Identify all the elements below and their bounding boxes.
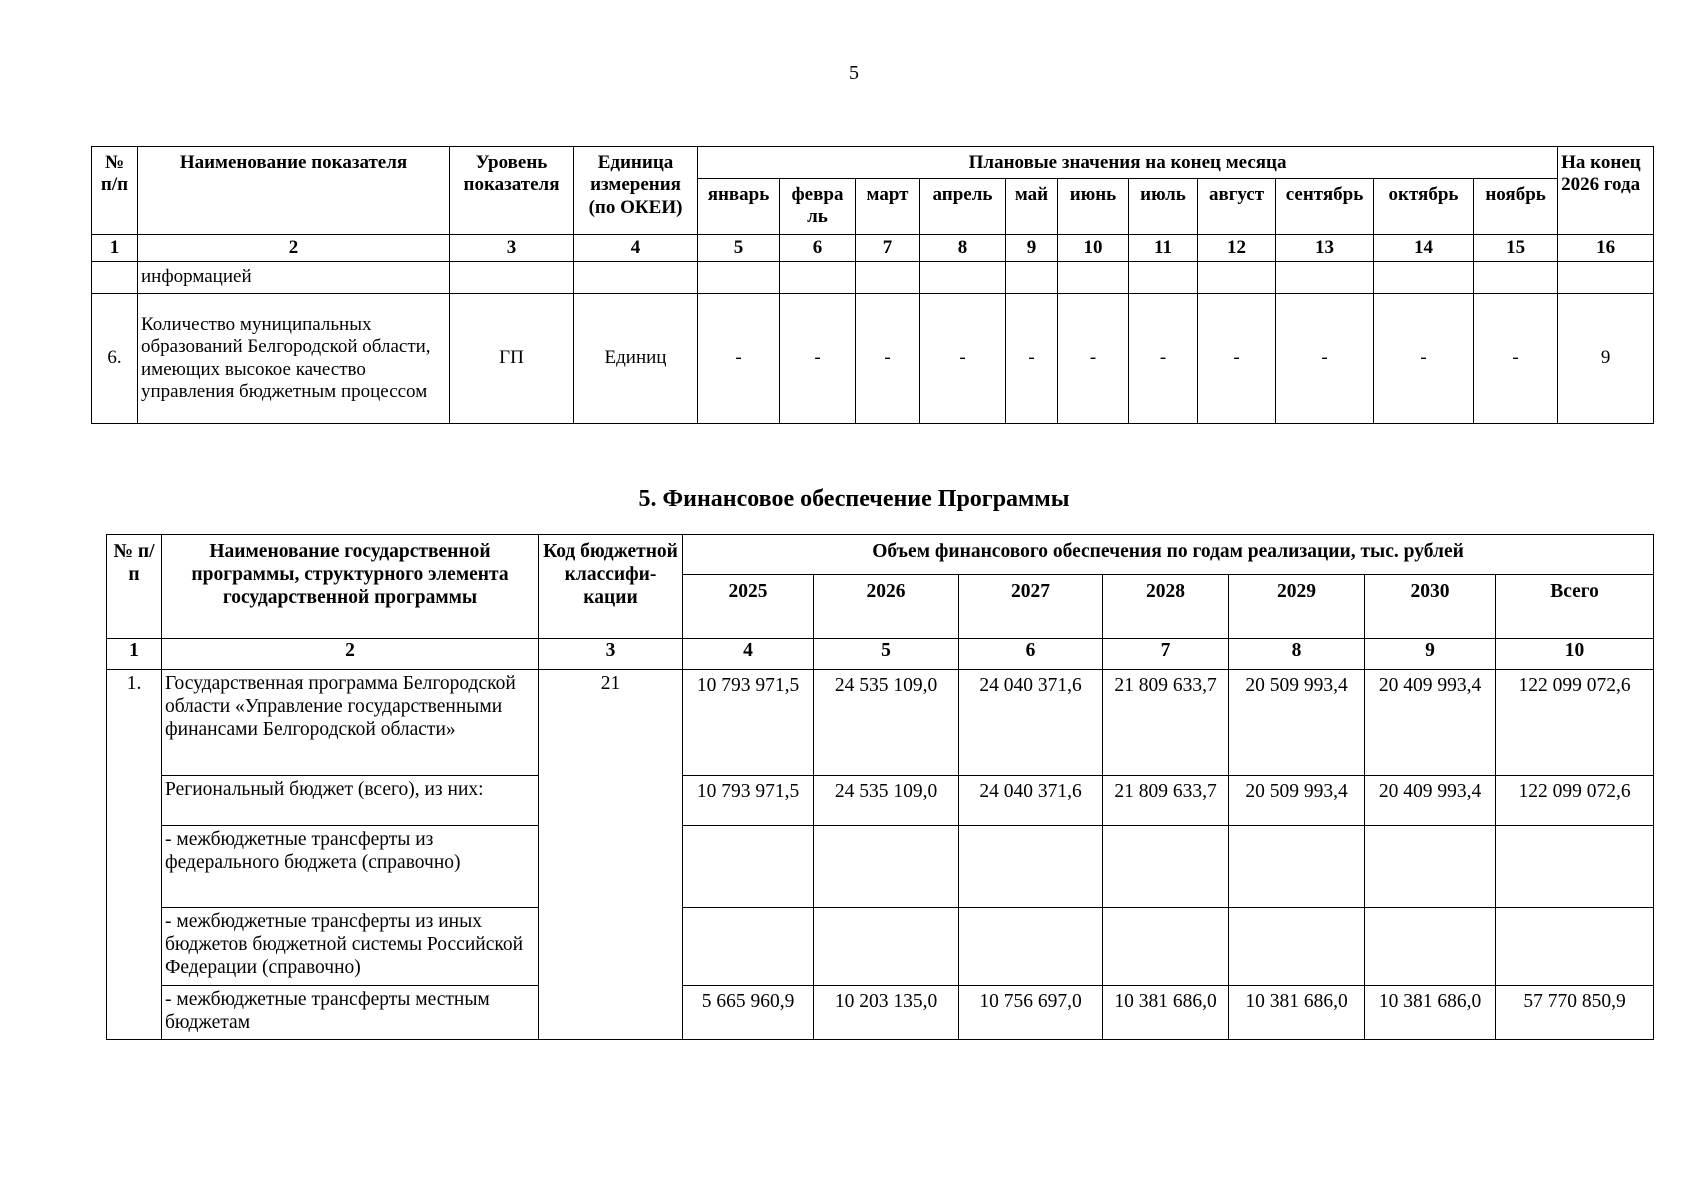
month-value: - — [698, 294, 780, 424]
amount-total — [1496, 826, 1654, 908]
header-year: 2030 — [1365, 575, 1496, 639]
table-row — [107, 776, 1654, 826]
column-number-row — [107, 639, 1654, 670]
amount-total: 122 099 072,6 — [1496, 670, 1654, 776]
header-no: № п/п — [92, 147, 138, 235]
amount-cell: 5 665 960,9 — [683, 986, 814, 1040]
col-number: 5 — [814, 639, 959, 670]
amount-cell — [814, 908, 959, 986]
table-row — [107, 670, 1654, 776]
table-row — [107, 826, 1654, 908]
month-value: - — [856, 294, 920, 424]
col-number: 16 — [1558, 235, 1654, 262]
amount-cell — [1365, 908, 1496, 986]
col-number: 13 — [1276, 235, 1374, 262]
header-year: 2027 — [959, 575, 1103, 639]
amount-cell: 21 809 633,7 — [1103, 776, 1229, 826]
amount-cell: 20 409 993,4 — [1365, 776, 1496, 826]
col-number: 8 — [1229, 639, 1365, 670]
amount-cell: 24 040 371,6 — [959, 776, 1103, 826]
amount-total: 122 099 072,6 — [1496, 776, 1654, 826]
amount-cell — [683, 826, 814, 908]
amount-cell: 10 756 697,0 — [959, 986, 1103, 1040]
col-number: 2 — [138, 235, 450, 262]
table-row — [107, 908, 1654, 986]
month-value: - — [1474, 294, 1558, 424]
header-end-year: На конец 2026 года — [1558, 147, 1654, 235]
col-number: 3 — [450, 235, 574, 262]
col-number: 4 — [683, 639, 814, 670]
col-number: 6 — [959, 639, 1103, 670]
month-value: - — [1006, 294, 1058, 424]
page-number: 5 — [849, 62, 859, 84]
header-year: 2029 — [1229, 575, 1365, 639]
month-value: - — [920, 294, 1006, 424]
header-unit: Единица измерения (по ОКЕИ) — [574, 147, 698, 235]
amount-cell: 20 409 993,4 — [1365, 670, 1496, 776]
amount-cell: 20 509 993,4 — [1229, 670, 1365, 776]
table-row — [92, 294, 1654, 424]
col-number: 6 — [780, 235, 856, 262]
amount-cell — [959, 826, 1103, 908]
amount-cell — [814, 826, 959, 908]
amount-cell: 21 809 633,7 — [1103, 670, 1229, 776]
header-month: июнь — [1058, 179, 1129, 235]
col-number: 2 — [162, 639, 539, 670]
header-month: апрель — [920, 179, 1006, 235]
month-value: - — [1058, 294, 1129, 424]
header-name: Наименование показателя — [138, 147, 450, 235]
financing-table — [106, 534, 1654, 1040]
header-month: сентябрь — [1276, 179, 1374, 235]
column-number-row — [92, 235, 1654, 262]
col-number: 10 — [1496, 639, 1654, 670]
header-month: май — [1006, 179, 1058, 235]
table-row — [107, 986, 1654, 1040]
amount-cell: 10 381 686,0 — [1365, 986, 1496, 1040]
indicators-table — [91, 146, 1654, 424]
month-value: - — [1374, 294, 1474, 424]
month-value: - — [1198, 294, 1276, 424]
budget-source-name: - межбюджетные трансферты местным бюджетам — [162, 986, 539, 1040]
header-month: июль — [1129, 179, 1198, 235]
col-number: 3 — [539, 639, 683, 670]
amount-cell: 24 535 109,0 — [814, 670, 959, 776]
amount-cell: 10 381 686,0 — [1103, 986, 1229, 1040]
row-no: 6. — [92, 294, 138, 424]
col-number: 1 — [107, 639, 162, 670]
indicator-level: ГП — [450, 294, 574, 424]
col-number: 9 — [1365, 639, 1496, 670]
header-total: Всего — [1496, 575, 1654, 639]
amount-cell: 10 793 971,5 — [683, 776, 814, 826]
header-month: февра ль — [780, 179, 856, 235]
col-number: 14 — [1374, 235, 1474, 262]
indicator-name: Количество муниципальных образований Белгородской области, имеющих высокое качество управления бюджетным процессом — [138, 294, 450, 424]
col-number: 9 — [1006, 235, 1058, 262]
month-value: - — [780, 294, 856, 424]
col-number: 7 — [856, 235, 920, 262]
col-number: 15 — [1474, 235, 1558, 262]
header-month: август — [1198, 179, 1276, 235]
budget-source-name: - межбюджетные трансферты из федерального бюджета (справочно) — [162, 826, 539, 908]
col-number: 1 — [92, 235, 138, 262]
amount-cell — [1229, 908, 1365, 986]
amount-total — [1496, 908, 1654, 986]
table-row — [92, 262, 1654, 294]
col-number: 8 — [920, 235, 1006, 262]
header-year: 2028 — [1103, 575, 1229, 639]
indicator-unit: Единиц — [574, 294, 698, 424]
budget-source-name: Региональный бюджет (всего), из них: — [162, 776, 539, 826]
budget-source-name: - межбюджетные трансферты из иных бюджетов бюджетной системы Российской Федерации (справочно) — [162, 908, 539, 986]
header-name: Наименование государственной программы, структурного элемента государственной программы — [162, 535, 539, 639]
amount-cell: 10 203 135,0 — [814, 986, 959, 1040]
header-volume-group: Объем финансового обеспечения по годам реализации, тыс. рублей — [683, 535, 1654, 575]
month-value: - — [1129, 294, 1198, 424]
amount-cell: 20 509 993,4 — [1229, 776, 1365, 826]
header-month: январь — [698, 179, 780, 235]
amount-cell — [1365, 826, 1496, 908]
col-number: 10 — [1058, 235, 1129, 262]
amount-cell — [683, 908, 814, 986]
header-month: март — [856, 179, 920, 235]
budget-code: 21 — [539, 670, 683, 1040]
header-level: Уровень показателя — [450, 147, 574, 235]
amount-cell: 24 535 109,0 — [814, 776, 959, 826]
header-year: 2025 — [683, 575, 814, 639]
amount-cell — [1103, 826, 1229, 908]
amount-cell: 10 793 971,5 — [683, 670, 814, 776]
amount-cell — [1229, 826, 1365, 908]
amount-cell: 24 040 371,6 — [959, 670, 1103, 776]
program-name: Государственная программа Белгородской области «Управление государственными финансами Белгородской области» — [162, 670, 539, 776]
col-number: 11 — [1129, 235, 1198, 262]
amount-cell: 10 381 686,0 — [1229, 986, 1365, 1040]
header-code: Код бюджетной классифи-кации — [539, 535, 683, 639]
header-no: № п/п — [107, 535, 162, 639]
row-no: 1. — [107, 670, 162, 1040]
col-number: 7 — [1103, 639, 1229, 670]
col-number: 5 — [698, 235, 780, 262]
end-year-value: 9 — [1558, 294, 1654, 424]
header-month: октябрь — [1374, 179, 1474, 235]
month-value: - — [1276, 294, 1374, 424]
indicator-name-continuation: информацией — [138, 262, 450, 294]
col-number: 4 — [574, 235, 698, 262]
col-number: 12 — [1198, 235, 1276, 262]
amount-cell — [1103, 908, 1229, 986]
section-title: 5. Финансовое обеспечение Программы — [638, 486, 1070, 512]
header-month: ноябрь — [1474, 179, 1558, 235]
amount-cell — [959, 908, 1103, 986]
header-year: 2026 — [814, 575, 959, 639]
header-plan-group: Плановые значения на конец месяца — [698, 147, 1558, 179]
amount-total: 57 770 850,9 — [1496, 986, 1654, 1040]
